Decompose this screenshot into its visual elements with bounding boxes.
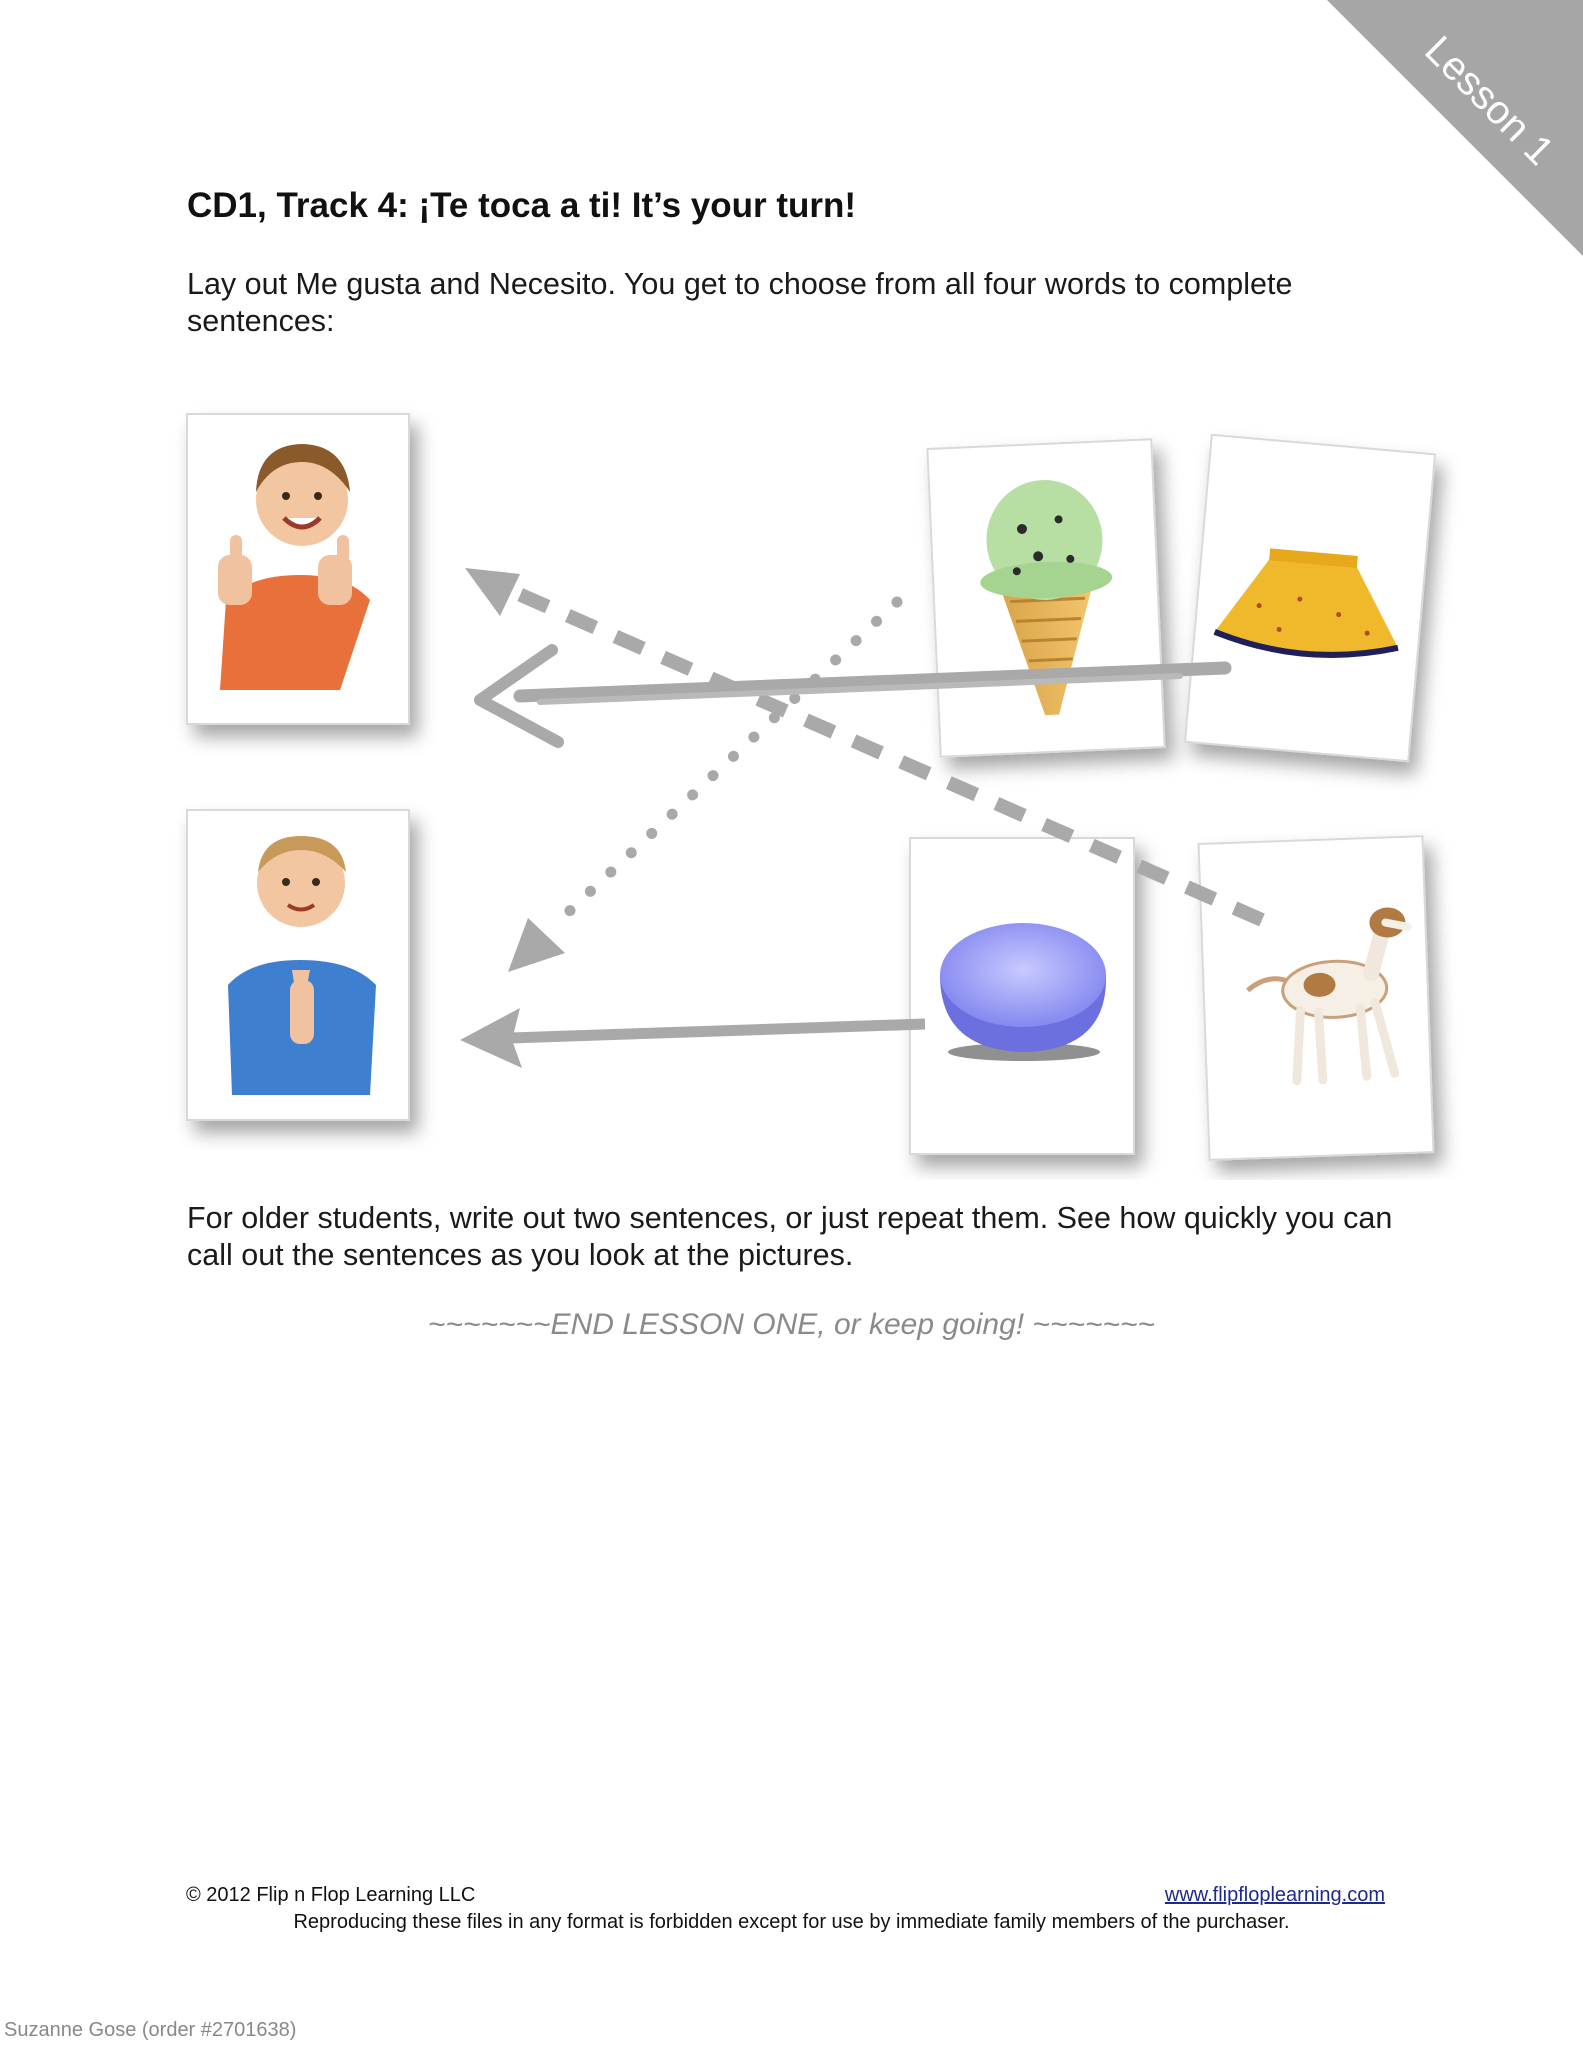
page-title: CD1, Track 4: ¡Te toca a ti! It’s your turn! xyxy=(187,186,857,225)
card-ice-cream-cone xyxy=(927,439,1164,756)
card-dog xyxy=(1199,836,1434,1160)
card-boy-pleading xyxy=(187,810,409,1120)
card-boy-thumbs-up xyxy=(187,414,409,724)
reproduction-notice: Reproducing these files in any format is forbidden except for use by immediate family members of the purchaser. xyxy=(293,1911,1290,1933)
older-students-text: For older students, write out two sentences, or just repeat them. See how quickly you can call out the sentences as you look at the pictures. xyxy=(187,1201,1393,1272)
card-bowl xyxy=(910,838,1134,1154)
solid-arrow-bowl-to-pleading xyxy=(460,1008,925,1068)
end-lesson-line: ~~~~~~~END LESSON ONE, or keep going! ~~~~~~~ xyxy=(427,1308,1156,1341)
lesson-label: Lesson 1 xyxy=(1416,27,1563,174)
order-stamp: Suzanne Gose (order #2701638) xyxy=(4,2019,297,2041)
copyright-text: © 2012 Flip n Flop Learning LLC xyxy=(186,1884,476,1906)
card-skirt xyxy=(1185,435,1435,761)
dotted-arrow-ice-cream-to-pleading xyxy=(508,602,897,972)
instructions-text: Lay out Me gusta and Necesito. You get to choose from all four words to complete sentences: xyxy=(187,267,1293,338)
website-link[interactable]: www.flipfloplearning.com xyxy=(1164,1884,1385,1906)
picture-card-illustration xyxy=(0,380,1583,1180)
